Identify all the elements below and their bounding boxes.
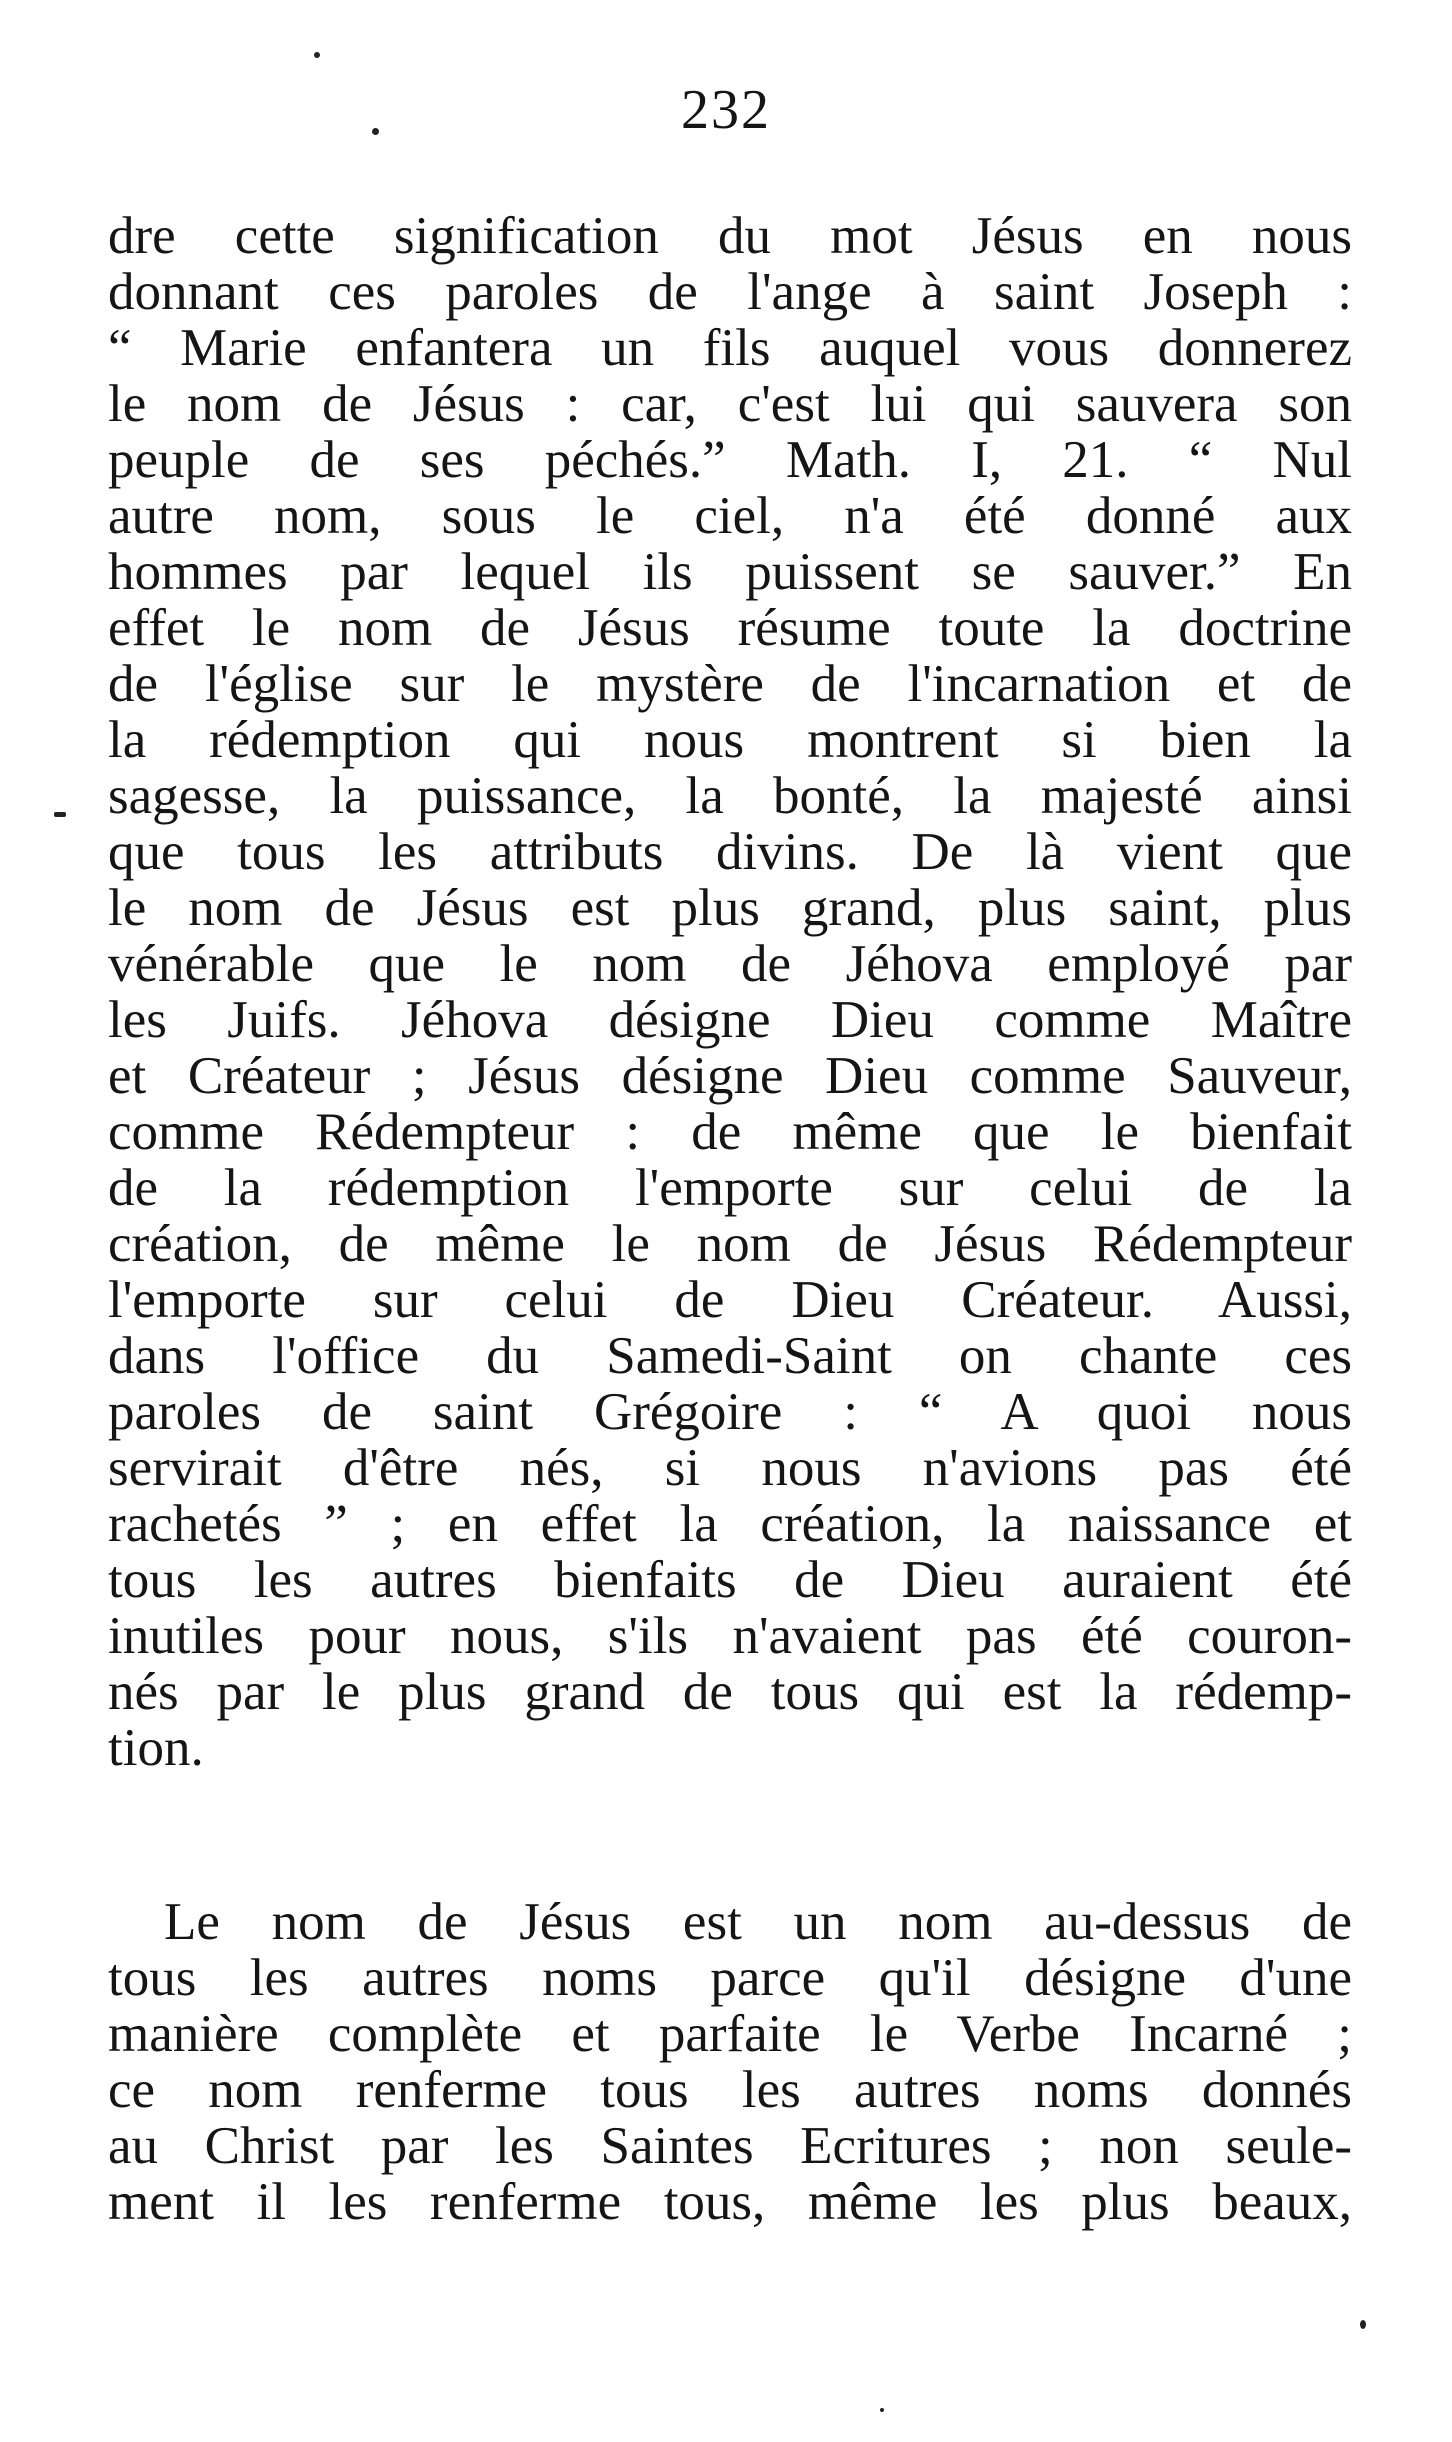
text-line: tous les autres bienfaits de Dieu auraient été [108, 1551, 1352, 1609]
text-line: rachetés ” ; en effet la création, la naissance et [108, 1495, 1352, 1553]
text-line: ment il les renferme tous, même les plus beaux, [108, 2173, 1352, 2231]
print-speck [54, 812, 66, 817]
text-line: manière complète et parfaite le Verbe Incarné ; [108, 2005, 1352, 2063]
text-line: sagesse, la puissance, la bonté, la majesté ainsi [108, 767, 1352, 825]
text-line: dre cette signification du mot Jésus en nous [108, 207, 1352, 265]
paragraph-2 [108, 1894, 1352, 2230]
text-line: dans l'office du Samedi-Saint on chante ces [108, 1327, 1352, 1385]
text-line: paroles de saint Grégoire : “ A quoi nous [108, 1383, 1352, 1441]
text-line: tous les autres noms parce qu'il désigne d'une [108, 1949, 1352, 2007]
text-line: de la rédemption l'emporte sur celui de la [108, 1159, 1352, 1217]
text-line: servirait d'être nés, si nous n'avions pas été [108, 1439, 1352, 1497]
paragraph-1 [108, 208, 1352, 1776]
print-speck [372, 128, 379, 135]
text-line: que tous les attributs divins. De là vient que [108, 823, 1352, 881]
text-line: comme Rédempteur : de même que le bienfait [108, 1103, 1352, 1161]
page-number: 232 [681, 79, 771, 141]
text-line: de l'église sur le mystère de l'incarnation et de [108, 655, 1352, 713]
text-line: “ Marie enfantera un fils auquel vous donnerez [108, 319, 1352, 377]
text-line: tion. [108, 1719, 204, 1777]
text-line: nés par le plus grand de tous qui est la rédemp- [108, 1663, 1352, 1721]
text-line: inutiles pour nous, s'ils n'avaient pas été couron- [108, 1607, 1352, 1665]
text-line: vénérable que le nom de Jéhova employé par [108, 935, 1352, 993]
text-line: hommes par lequel ils puissent se sauver.” En [108, 543, 1352, 601]
text-line: effet le nom de Jésus résume toute la doctrine [108, 599, 1352, 657]
text-line: au Christ par les Saintes Ecritures ; non seule- [108, 2117, 1352, 2175]
text-line: autre nom, sous le ciel, n'a été donné aux [108, 487, 1352, 545]
text-line: donnant ces paroles de l'ange à saint Joseph : [108, 263, 1352, 321]
text-line: la rédemption qui nous montrent si bien la [108, 711, 1352, 769]
print-speck [1360, 2320, 1366, 2329]
text-line: l'emporte sur celui de Dieu Créateur. Aussi, [108, 1271, 1352, 1329]
print-speck [880, 2408, 884, 2412]
text-line: le nom de Jésus : car, c'est lui qui sauvera son [108, 375, 1352, 433]
text-line: création, de même le nom de Jésus Rédempteur [108, 1215, 1352, 1273]
text-line: peuple de ses péchés.” Math. I, 21. “ Nul [108, 431, 1352, 489]
text-line: ce nom renferme tous les autres noms donnés [108, 2061, 1352, 2119]
text-line: Le nom de Jésus est un nom au-dessus de [164, 1893, 1352, 1951]
print-speck [314, 52, 320, 58]
text-line: les Juifs. Jéhova désigne Dieu comme Maître [108, 991, 1352, 1049]
text-line: le nom de Jésus est plus grand, plus saint, plus [108, 879, 1352, 937]
text-line: et Créateur ; Jésus désigne Dieu comme Sauveur, [108, 1047, 1352, 1105]
